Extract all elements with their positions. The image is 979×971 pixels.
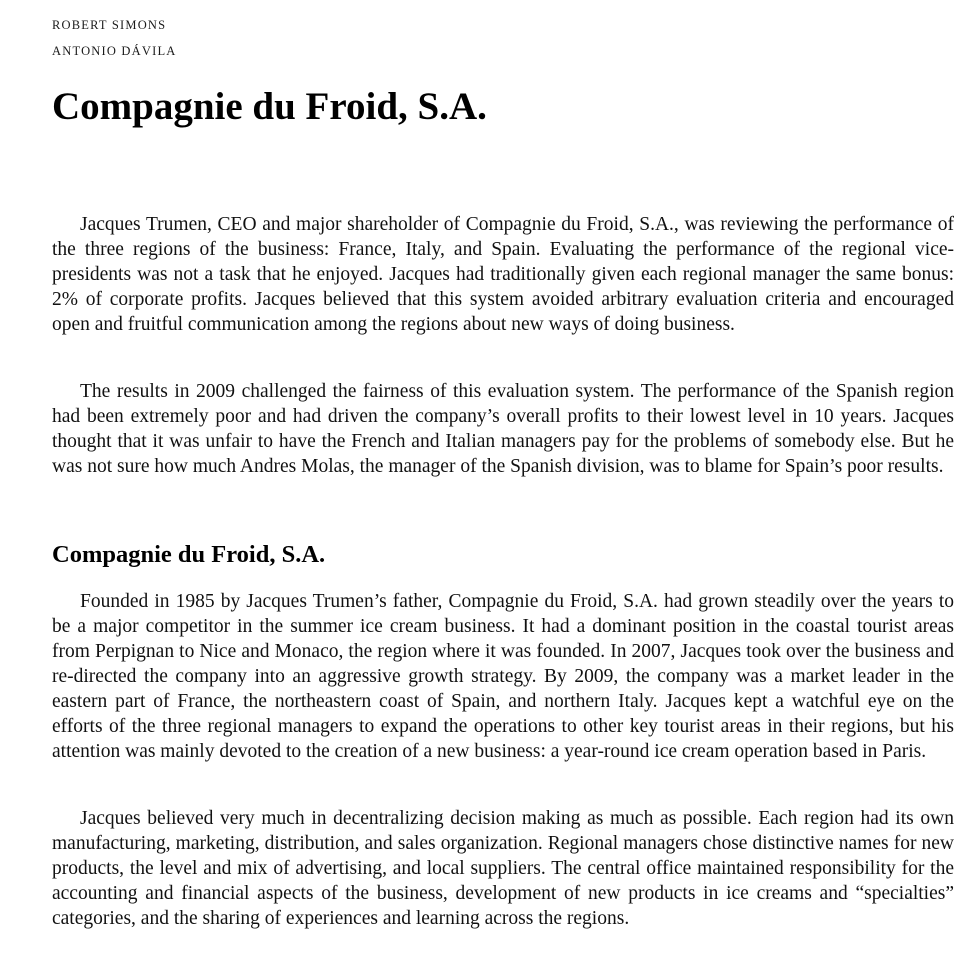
section-paragraph: Founded in 1985 by Jacques Trumen’s father, Compagnie du Froid, S.A. had grown steadily over the years to be a major competitor in the summer ice cream business. It had a dominant position in the coastal tourist areas from Perpignan to Nice and Monaco, the region where it was founded. In 2007, Jacques took over the business and re-directed the company into an aggressive growth strategy. By 2009, the company was a market leader in the eastern part of France, the northeastern coast of Spain, and northern Italy. Jacques kept a watchful eye on the efforts of the three regional managers to expand the operations to other key tourist areas in their regions, but his attention was mainly devoted to the creation of a new business: a year-round ice cream operation based in Paris. bbox=[52, 591, 954, 762]
author-name: ANTONIO DÁVILA bbox=[52, 44, 177, 58]
section-paragraph: Jacques believed very much in decentralizing decision making as much as possible. Each region had its own manufacturing, marketing, distribution, and sales organization. Regional managers chose distinctive names for new products, the level and mix of advertising, and local suppliers. The central office maintained responsibility for the accounting and financial aspects of the business, development of new products in ice creams and “specialties” categories, and the sharing of experiences and learning across the regions. bbox=[52, 808, 954, 929]
section-heading: Compagnie du Froid, S.A. bbox=[52, 541, 326, 568]
author-name: ROBERT SIMONS bbox=[52, 18, 167, 32]
intro-paragraph: Jacques Trumen, CEO and major shareholder of Compagnie du Froid, S.A., was reviewing the performance of the three regions of the business: France, Italy, and Spain. Evaluating the performance of the regional vice-presidents was not a task that he enjoyed. Jacques had traditionally given each regional manager the same bonus: 2% of corporate profits. Jacques believed that this system avoided arbitrary evaluation criteria and encouraged open and fruitful communication among the regions about new ways of doing business. bbox=[52, 214, 954, 335]
case-title: Compagnie du Froid, S.A. bbox=[52, 85, 487, 128]
intro-paragraph: The results in 2009 challenged the fairness of this evaluation system. The performance of the Spanish region had been extremely poor and had driven the company’s overall profits to their lowest level in 10 years. Jacques thought that it was unfair to have the French and Italian managers pay for the problems of somebody else. But he was not sure how much Andres Molas, the manager of the Spanish division, was to blame for Spain’s poor results. bbox=[52, 381, 954, 477]
